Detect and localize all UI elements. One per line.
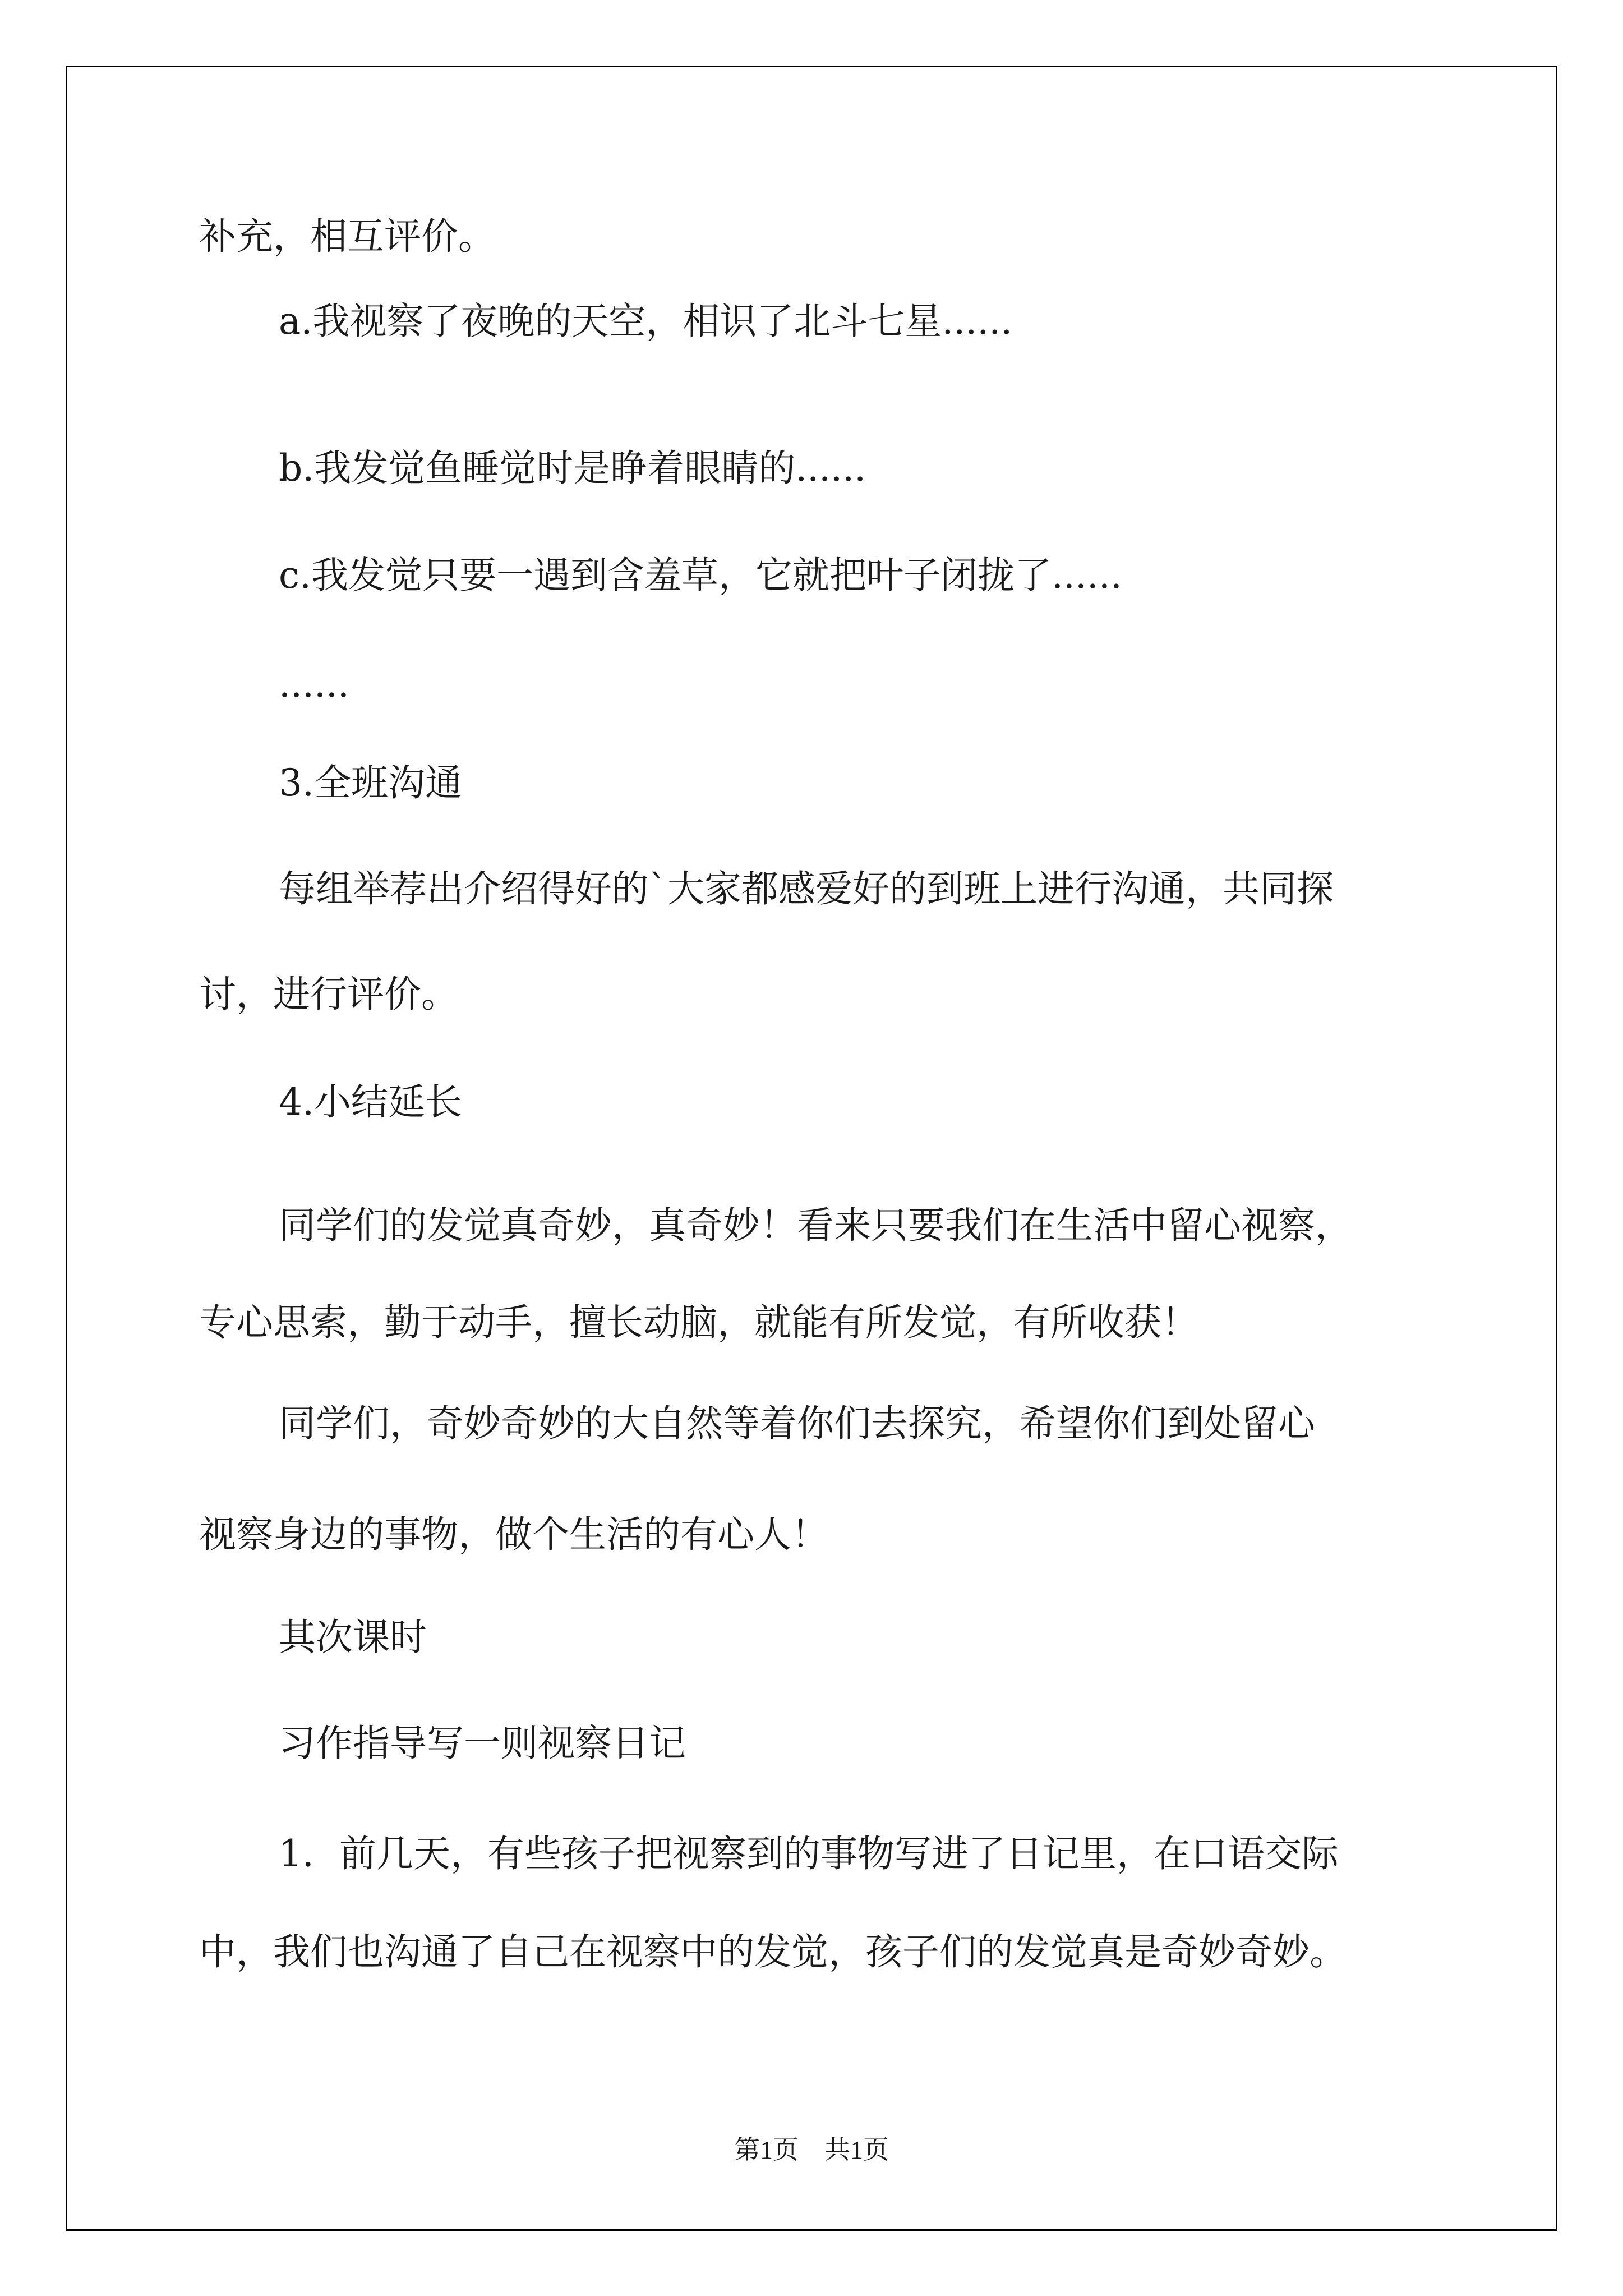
text-line-9: 4.小结延长 bbox=[279, 1080, 462, 1124]
text-line-10: 同学们的发觉真奇妙，真奇妙！看来只要我们在生活中留心视察， bbox=[279, 1204, 1352, 1247]
text-line-14: 其次课时 bbox=[279, 1616, 427, 1659]
text-line-5: ...... bbox=[279, 662, 349, 706]
text-line-8: 讨，进行评价。 bbox=[199, 973, 458, 1016]
text-line-13: 视察身边的事物，做个生活的有心人！ bbox=[199, 1513, 828, 1556]
text-line-2: a.我视察了夜晚的天空，相识了北斗七星...... bbox=[279, 300, 1013, 343]
text-line-4: c.我发觉只要一遇到含羞草，它就把叶子闭拢了...... bbox=[279, 554, 1122, 597]
text-line-17: 中，我们也沟通了自己在视察中的发觉，孩子们的发觉真是奇妙奇妙。 bbox=[199, 1930, 1347, 1973]
text-line-6: 3.全班沟通 bbox=[279, 761, 462, 804]
text-line-11: 专心思索，勤于动手，擅长动脑，就能有所发觉，有所收获！ bbox=[199, 1301, 1198, 1344]
page-total: 共1页 bbox=[824, 2136, 889, 2164]
text-line-16: 1．前几天，有些孩子把视察到的事物写进了日记里，在口语交际 bbox=[279, 1832, 1339, 1875]
text-line-3: b.我发觉鱼睡觉时是睁着眼睛的...... bbox=[279, 447, 866, 490]
page-border bbox=[66, 66, 1557, 2231]
page-footer bbox=[0, 2134, 1623, 2166]
text-line-7: 每组举荐出介绍得好的`大家都感爱好的到班上进行沟通，共同探 bbox=[279, 867, 1334, 910]
text-line-1: 补充，相互评价。 bbox=[199, 215, 495, 258]
text-line-15: 习作指导写一则视察日记 bbox=[279, 1722, 686, 1765]
page-number: 第1页 bbox=[734, 2136, 799, 2164]
text-line-12: 同学们，奇妙奇妙的大自然等着你们去探究，希望你们到处留心 bbox=[279, 1402, 1315, 1445]
